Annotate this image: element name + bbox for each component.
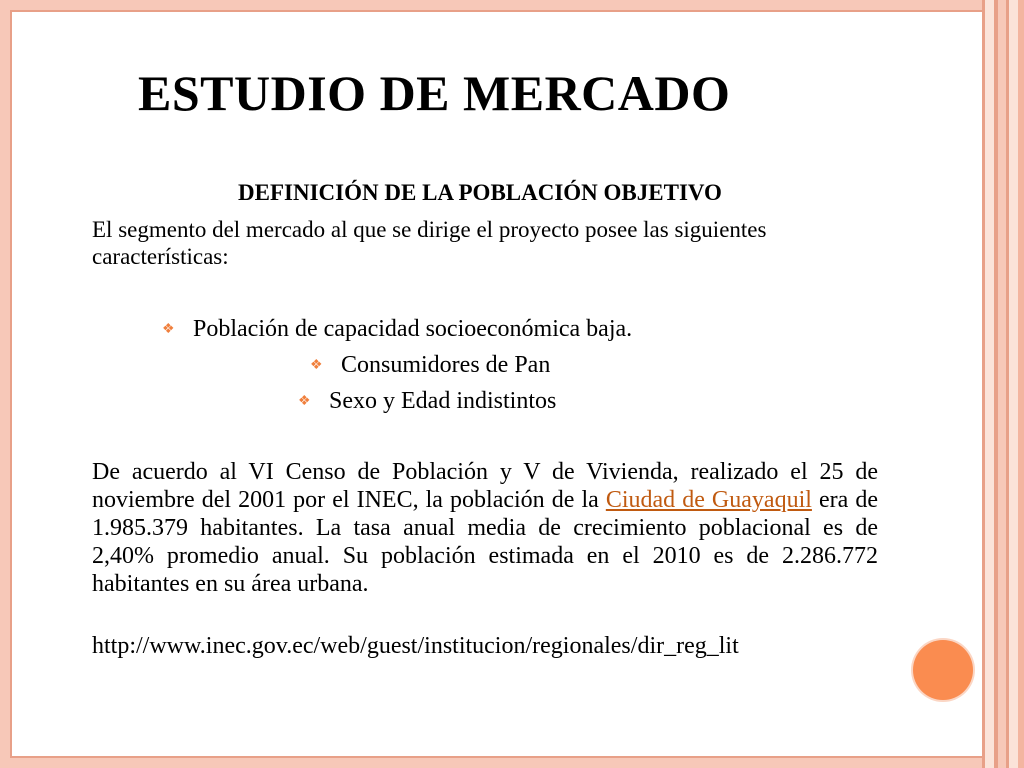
bullet-text: Sexo y Edad indistintos [329,388,557,414]
slide-title: ESTUDIO DE MERCADO [138,65,731,121]
diamond-bullet-icon: ❖ [298,394,311,409]
frame-left-border [0,0,10,768]
frame-bottom-border [10,758,982,768]
frame-left-line [10,0,12,768]
source-url: http://www.inec.gov.ec/web/guest/institucion/regionales/dir_reg_lit [92,633,739,659]
bullet-item [162,316,632,343]
intro-text: El segmento del mercado al que se dirige el proyecto posee las siguientes características: [92,217,767,269]
bullet-item [310,352,550,379]
bullet-text: Consumidores de Pan [341,352,551,378]
bullet-text: Población de capacidad socioeconómica baja. [193,316,633,342]
stripe [1009,0,1018,768]
stripe [1018,0,1024,768]
decorative-circle [913,640,973,700]
census-paragraph [92,458,878,598]
frame-top-border [10,0,982,10]
diamond-bullet-icon: ❖ [162,322,175,337]
frame-bottom-line [12,756,982,758]
frame-top-line [12,10,982,12]
paragraph-text-end: era de 1.985.379 habitantes. La tasa anual media de crecimiento poblacional es de 2,40% promedio anual. Su población estimada en el 2010 es de 2.286.772 habitantes en su área urbana. [92,487,878,597]
stripe [985,0,994,768]
diamond-bullet-icon: ❖ [310,358,323,373]
paragraph-text-start: De acuerdo al VI Censo de Población y V de Vivienda, realizado el 25 de noviembre del 2001 por el INEC, la población de la [92,459,878,513]
slide-subtitle: DEFINICIÓN DE LA POBLACIÓN OBJETIVO [238,180,722,205]
decorative-stripes [982,0,1024,768]
stripe [998,0,1006,768]
guayaquil-link[interactable]: Ciudad de Guayaquil [605,487,812,513]
bullet-item [298,388,556,415]
